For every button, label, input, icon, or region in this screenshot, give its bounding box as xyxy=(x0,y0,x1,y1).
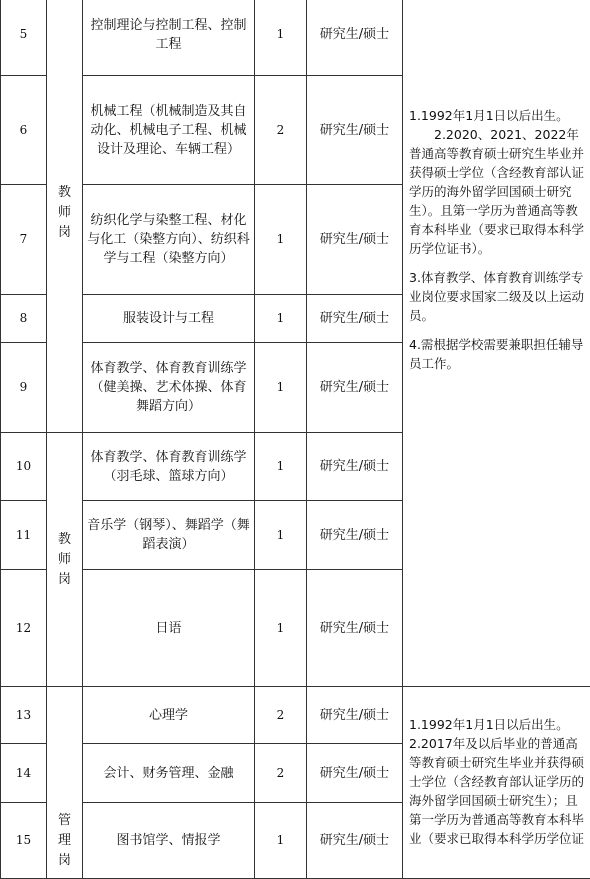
count-cell: 1 xyxy=(255,185,307,295)
row-number: 10 xyxy=(1,433,47,501)
category-label: 教师岗 xyxy=(58,183,72,243)
major-cell: 控制理论与控制工程、控制工程 xyxy=(83,0,255,76)
degree-cell: 研究生/硕士 xyxy=(307,433,403,501)
degree-cell: 研究生/硕士 xyxy=(307,501,403,570)
requirements-cell xyxy=(403,0,590,687)
requirements-cell-admin xyxy=(403,687,590,879)
row-number: 11 xyxy=(1,501,47,570)
row-number: 12 xyxy=(1,570,47,687)
major-cell: 体育教学、体育教育训练学（健美操、艺术体操、体育舞蹈方向） xyxy=(83,343,255,433)
major-cell: 服装设计与工程 xyxy=(83,295,255,343)
degree-cell: 研究生/硕士 xyxy=(307,687,403,744)
count-cell: 1 xyxy=(255,0,307,76)
count-cell: 2 xyxy=(255,76,307,185)
degree-cell: 研究生/硕士 xyxy=(307,343,403,433)
requirement-item: 4.需根据学校需要兼职担任辅导员工作。 xyxy=(409,335,584,373)
row-number: 8 xyxy=(1,295,47,343)
row-number: 15 xyxy=(1,803,47,879)
count-cell: 1 xyxy=(255,433,307,501)
category-cell xyxy=(47,0,83,433)
category-label: 管理岗 xyxy=(58,811,72,871)
count-cell: 1 xyxy=(255,343,307,433)
table-row xyxy=(1,0,590,76)
degree-cell: 研究生/硕士 xyxy=(307,185,403,295)
major-cell: 会计、财务管理、金融 xyxy=(83,744,255,803)
count-cell: 1 xyxy=(255,295,307,343)
count-cell: 1 xyxy=(255,803,307,879)
requirement-item: 3.体育教学、体育教育训练学专业岗位要求国家二级及以上运动员。 xyxy=(409,268,584,325)
degree-cell: 研究生/硕士 xyxy=(307,0,403,76)
count-cell: 1 xyxy=(255,501,307,570)
major-cell: 音乐学（钢琴）、舞蹈学（舞蹈表演） xyxy=(83,501,255,570)
category-cell xyxy=(47,687,83,879)
table-row xyxy=(1,687,590,744)
degree-cell: 研究生/硕士 xyxy=(307,76,403,185)
major-cell: 机械工程（机械制造及其自动化、机械电子工程、机械设计及理论、车辆工程） xyxy=(83,76,255,185)
count-cell: 2 xyxy=(255,687,307,744)
major-cell: 图书馆学、情报学 xyxy=(83,803,255,879)
major-cell: 心理学 xyxy=(83,687,255,744)
count-cell: 1 xyxy=(255,570,307,687)
degree-cell: 研究生/硕士 xyxy=(307,803,403,879)
degree-cell: 研究生/硕士 xyxy=(307,744,403,803)
major-cell: 日语 xyxy=(83,570,255,687)
requirement-item: 2.2017年及以后毕业的普通高等教育硕士研究生毕业并获得硕士学位（含经教育部认证学历的海外留学回国硕士研究生）；且第一学历为普通高等教育本科毕业（要求已取得本科学历学位证 xyxy=(409,734,584,848)
row-number: 6 xyxy=(1,76,47,185)
degree-cell: 研究生/硕士 xyxy=(307,295,403,343)
category-label: 教师岗 xyxy=(58,530,72,590)
row-number: 13 xyxy=(1,687,47,744)
category-cell xyxy=(47,433,83,687)
row-number: 9 xyxy=(1,343,47,433)
count-cell: 2 xyxy=(255,744,307,803)
requirement-item: 1.1992年1月1日以后出生。 xyxy=(409,715,584,734)
row-number: 7 xyxy=(1,185,47,295)
major-cell: 纺织化学与染整工程、材化与化工（染整方向）、纺织科学与工程（染整方向） xyxy=(83,185,255,295)
row-number: 14 xyxy=(1,744,47,803)
degree-cell: 研究生/硕士 xyxy=(307,570,403,687)
requirement-item: 1.1992年1月1日以后出生。 xyxy=(409,106,584,125)
requirement-item: 2.2020、2021、2022年普通高等教育硕士研究生毕业并获得硕士学位（含经教育部认证学历的海外留学回国硕士研究生）。且第一学历为普通高等教育本科毕业（要求已取得本科学历学位证书）。 xyxy=(409,125,584,258)
major-cell: 体育教学、体育教育训练学（羽毛球、篮球方向） xyxy=(83,433,255,501)
row-number: 5 xyxy=(1,0,47,76)
